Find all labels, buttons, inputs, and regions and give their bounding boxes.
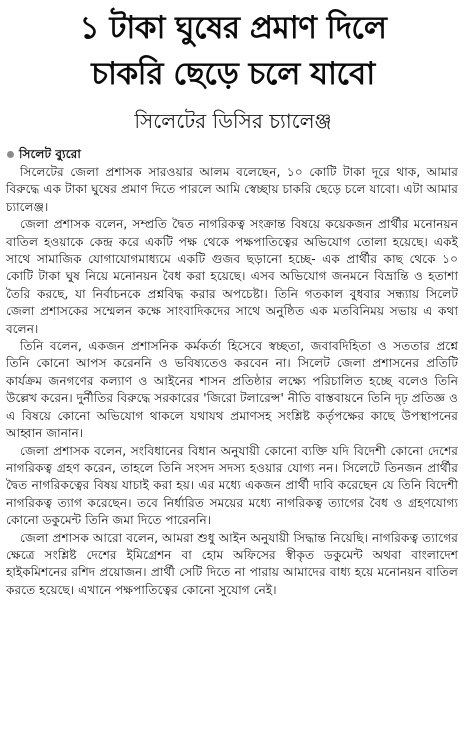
paragraph: জেলা প্রশাসক বলেন, সংবিধানের বিধান অনুযায়ী কোনো ব্যক্তি যদি বিদেশী কোনো দেশের নাগরিকত্ব গ্রহণ করেন, তাহলে তিনি সংসদ সদস্য হওয়ার যোগ্য নন। সিলেটে তিনজন প্রার্থীর দ্বৈত নাগরিকত্বের বিষয় যাচাই করা হয়। এর মধ্যে একজন প্রার্থী দাবি করেছেন যে তিনি বিদেশী নাগরিকত্ব ত্যাগ করেছেন। তবে নির্ধারিত সময়ের মধ্যে নাগরিকত্ব ত্যাগের বৈধ ও গ্রহণযোগ্য কোনো ডকুমেন্ট তিনি জমা দিতে পারেননি। xyxy=(6,443,458,528)
paragraph: তিনি বলেন, একজন প্রশাসনিক কর্মকর্তা হিসেবে স্বচ্ছতা, জবাবদিহিতা ও সততার প্রশ্নে তিনি কোনো আপস করেননি ও ভবিষ্যতেও করবেন না। সিলেট জেলা প্রশাসনের প্রতিটি কার্যক্রম জনগণের কল্যাণ ও আইনের শাসন প্রতিষ্ঠার লক্ষ্যে পরিচালিত হচ্ছে বলেও তিনি উল্লেখ করেন। দুর্নীতির বিরুদ্ধে সরকারের 'জিরো টলারেন্স' নীতি বাস্তবায়নে তিনি দৃঢ় প্রতিজ্ঞ ও এ বিষয়ে কোনো অভিযোগ থাকলে যথাযথ প্রমাণসহ সংশ্লিষ্ট কর্তৃপক্ষের কাছে উপস্থাপনের আহ্বান জানান। xyxy=(6,339,458,441)
article-body xyxy=(6,146,458,599)
subheadline: সিলেটের ডিসির চ্যালেঞ্জ xyxy=(134,109,332,133)
paragraph: সিলেটের জেলা প্রশাসক সারওয়ার আলম বলেছেন, ১০ কোটি টাকা দূরে থাক, আমার বিরুদ্ধে এক টাকা ঘুষের প্রমাণ দিতে পারলে আমি স্বেচ্ছায় চাকরি ছেড়ে চলে যাবো। এটা আমার চ্যালেঞ্জ। xyxy=(6,165,458,214)
paragraph: জেলা প্রশাসক আরো বলেন, আমরা শুধু আইন অনুযায়ী সিদ্ধান্ত নিয়েছি। নাগরিকত্ব ত্যাগের ক্ষেত্রে সংশ্লিষ্ট দেশের ইমিগ্রেশন বা হোম অফিসের স্বীকৃত ডকুমেন্ট অথবা বাংলাদেশ হাইকমিশনের রশিদ প্রয়োজন। প্রার্থী সেটি দিতে না পারায় আমাদের বাধ্য হয়ে মনোনয়ন বাতিল করতে হয়েছে। এখানে পক্ষপাতিত্বের কোনো সুযোগ নেই। xyxy=(6,530,458,597)
headline-line-2: চাকরি ছেড়ে চলে যাবো xyxy=(91,56,375,92)
headline-line-1: ১ টাকা ঘুষের প্রমাণ দিলে xyxy=(79,10,387,46)
byline-text: সিলেট ব্যুরো xyxy=(19,146,81,161)
bullet-icon xyxy=(7,151,14,158)
paragraph: জেলা প্রশাসক বলেন, সম্প্রতি দ্বৈত নাগরিকত্ব সংক্রান্ত বিষয়ে কয়েকজন প্রার্থীর মনোনয়ন বাতিল হওয়াকে কেন্দ্র করে একটি পক্ষ থেকে পক্ষপাতিত্বের অভিযোগ তোলা হয়েছে। একই সাথে সামাজিক যোগাযোগমাধ্যমে একটি গুজব ছড়ানো হচ্ছে- এক প্রার্থীর কাছ থেকে ১০ কোটি টাকা ঘুষ নিয়ে মনোনয়ন বৈধ করা হয়েছে। এসব অভিযোগ জনমনে বিভ্রান্তি ও হতাশা তৈরি করছে, যা নির্বাচনকে প্রশ্নবিদ্ধ করার অপচেষ্টা। তিনি গতকাল বুধবার সন্ধ্যায় সিলেট জেলা প্রশাসকের সম্মেলন কক্ষে সাংবাদিকদের সাথে অনুষ্ঠিত এক মতবিনিময় সভায় এ কথা বলেন। xyxy=(6,217,458,336)
byline xyxy=(6,146,458,163)
